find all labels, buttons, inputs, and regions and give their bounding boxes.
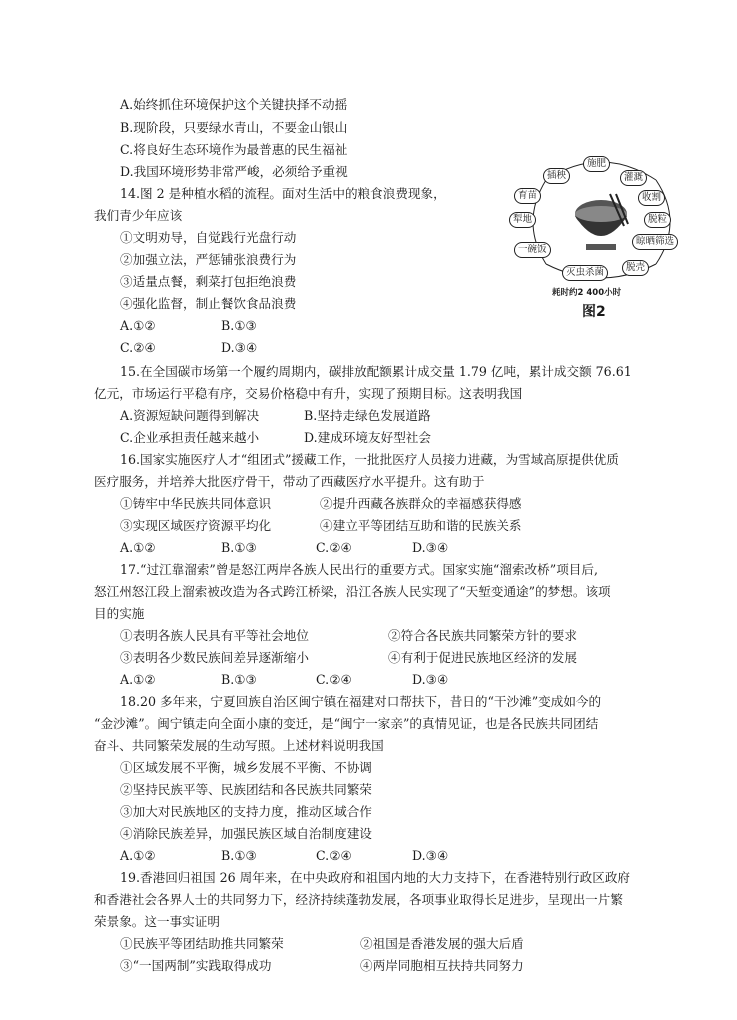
- q15-stem-line-1: 15.在全国碳市场第一个履约周期内，碳排放配额累计成交量 1.79 亿吨，累计成交额 76.61: [120, 364, 632, 379]
- q17-item-4: ④有利于促进民族地区经济的发展: [388, 650, 577, 665]
- q15-option-a: A.资源短缺问题得到解决: [120, 408, 260, 423]
- q18-option-c: C.②④: [316, 848, 352, 863]
- figure-label: 图2: [582, 304, 606, 320]
- q14-item-1: ①文明劝导，自觉践行光盘行动: [120, 230, 297, 245]
- flow-node-hull: 脱壳: [622, 260, 649, 276]
- q15-stem-line-2: 亿元，市场运行平稳有序，交易价格稳中有升，实现了预期目标。这表明我国: [94, 386, 523, 401]
- q16-option-b: B.①③: [221, 540, 257, 555]
- flow-node-irrigate: 灌溉: [620, 170, 647, 186]
- q14-item-4: ④强化监督，制止餐饮食品浪费: [120, 296, 297, 311]
- q18-option-d: D.③④: [412, 848, 449, 863]
- q16-item-1: ①铸牢中华民族共同体意识: [120, 496, 272, 511]
- flow-node-thresh: 脱粒: [644, 212, 671, 228]
- flow-node-transplant: 插秧: [543, 168, 570, 184]
- q14-item-3: ③适量点餐，剩菜打包拒绝浪费: [120, 274, 297, 289]
- q18-item-1: ①区域发展不平衡，城乡发展不平衡、不协调: [120, 760, 372, 775]
- q17-stem-line-3: 目的实施: [94, 606, 145, 621]
- flow-node-plough: 犁地: [509, 212, 536, 228]
- q16-item-2: ②提升西藏各族群众的幸福感获得感: [320, 496, 522, 511]
- q16-stem-line-1: 16.国家实施医疗人才“组团式”援藏工作，一批批医疗人员接力进藏，为雪域高原提供优质: [120, 452, 619, 467]
- flow-node-seedling: 育苗: [514, 188, 541, 204]
- figure-time-note: 耗时约2 400小时: [552, 288, 622, 298]
- flow-node-dry-screen: 晾晒筛选: [632, 234, 678, 250]
- q16-stem-line-2: 医疗服务，并培养大批医疗骨干，带动了西藏医疗水平提升。这有助于: [94, 474, 485, 489]
- q13-option-a: A.始终抓住环境保护这个关键抉择不动摇: [120, 97, 348, 112]
- q17-item-3: ③表明各少数民族间差异逐渐缩小: [120, 650, 309, 665]
- q17-stem-line-1: 17.“过江靠溜索”曾是怒江两岸各族人民出行的重要方式。国家实施“溜索改桥”项目后,: [120, 562, 598, 577]
- q18-stem-line-2: “金沙滩”。闽宁镇走向全面小康的变迁，是“闽宁一家亲”的真情见证，也是各民族共同团结: [94, 716, 599, 731]
- q17-stem-line-2: 怒江州怒江段上溜索被改造为各式跨江桥梁，沿江各族人民实现了“天堑变通途”的梦想。该项: [94, 584, 611, 599]
- q17-item-2: ②符合各民族共同繁荣方针的要求: [388, 628, 577, 643]
- q16-option-d: D.③④: [412, 540, 449, 555]
- q18-stem-line-3: 奋斗、共同繁荣发展的生动写照。上述材料说明我国: [94, 738, 384, 753]
- q18-stem-line-1: 18.20 多年来，宁夏回族自治区闽宁镇在福建对口帮扶下，昔日的“干沙滩”变成如今的: [120, 694, 602, 709]
- q16-item-3: ③实现区域医疗资源平均化: [120, 518, 272, 533]
- q14-option-d: D.③④: [221, 340, 258, 355]
- q14-option-a: A.①②: [120, 318, 156, 333]
- q19-item-2: ②祖国是香港发展的强大后盾: [360, 936, 524, 951]
- q19-stem-line-2: 和香港社会各界人士的共同努力下，经济持续蓬勃发展，各项事业取得长足进步，呈现出一片繁: [94, 892, 623, 907]
- q14-option-c: C.②④: [120, 340, 156, 355]
- q13-option-b: B.现阶段，只要绿水青山，不要金山银山: [120, 120, 348, 135]
- q19-stem-line-3: 荣景象。这一事实证明: [94, 914, 220, 929]
- q19-item-1: ①民族平等团结助推共同繁荣: [120, 936, 284, 951]
- q17-item-1: ①表明各族人民具有平等社会地位: [120, 628, 309, 643]
- q17-option-c: C.②④: [316, 672, 352, 687]
- flow-node-harvest: 收割: [638, 190, 665, 206]
- q14-stem-line-2: 我们青少年应该: [94, 208, 183, 223]
- flow-node-fertilize: 施肥: [583, 156, 610, 172]
- q18-option-b: B.①③: [221, 848, 257, 863]
- q16-option-a: A.①②: [120, 540, 156, 555]
- q19-item-3: ③“一国两制”实践取得成功: [120, 958, 272, 973]
- q14-stem-line-1: 14.图 2 是种植水稻的流程。面对生活中的粮食浪费现象，: [120, 186, 446, 201]
- q19-item-4: ④两岸同胞相互扶持共同努力: [360, 958, 524, 973]
- q16-item-4: ④建立平等团结互助和谐的民族关系: [320, 518, 522, 533]
- q14-item-2: ②加强立法，严惩铺张浪费行为: [120, 252, 297, 267]
- q17-option-d: D.③④: [412, 672, 449, 687]
- q13-option-c: C.将良好生态环境作为最普惠的民生福祉: [120, 142, 348, 157]
- q18-option-a: A.①②: [120, 848, 156, 863]
- q14-option-b: B.①③: [221, 318, 257, 333]
- q19-stem-line-1: 19.香港回归祖国 26 周年来，在中央政府和祖国内地的大力支持下，在香港特别行政区政府: [120, 870, 631, 885]
- flow-node-sterilize: 灭虫杀菌: [562, 265, 608, 281]
- rice-process-figure: [506, 152, 706, 322]
- q17-option-b: B.①③: [221, 672, 257, 687]
- flow-node-bowl-of-rice: 一碗饭: [514, 242, 551, 258]
- q15-option-d: D.建成环境友好型社会: [304, 430, 431, 445]
- q17-option-a: A.①②: [120, 672, 156, 687]
- q18-item-3: ③加大对民族地区的支持力度，推动区域合作: [120, 804, 372, 819]
- q18-item-2: ②坚持民族平等、民族团结和各民族共同繁荣: [120, 782, 372, 797]
- q13-option-d: D.我国环境形势非常严峻，必须给予重视: [120, 164, 348, 179]
- q18-item-4: ④消除民族差异，加强民族区域自治制度建设: [120, 826, 372, 841]
- q15-option-c: C.企业承担责任越来越小: [120, 430, 260, 445]
- q16-option-c: C.②④: [316, 540, 352, 555]
- q15-option-b: B.坚持走绿色发展道路: [304, 408, 431, 423]
